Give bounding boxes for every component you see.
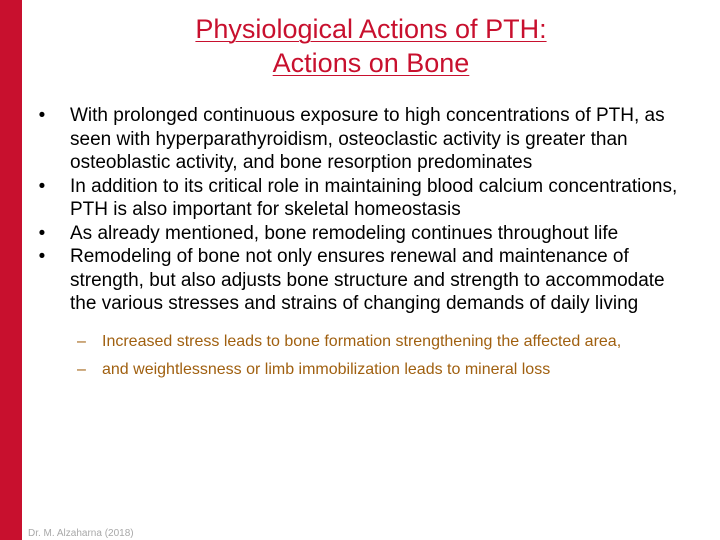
bullet-item: [22, 222, 682, 246]
footer-credit: Dr. M. Alzaharna (2018): [28, 528, 134, 539]
title-line-1: Physiological Actions of PTH:: [195, 14, 547, 44]
bullet-dot-icon: •: [38, 246, 46, 267]
bullet-item: [22, 245, 682, 316]
sub-bullet-item: [22, 332, 682, 352]
sub-bullet-list: [22, 332, 682, 380]
slide-title: [22, 12, 720, 80]
bullet-item: [22, 175, 682, 222]
title-line-2: Actions on Bone: [272, 48, 470, 78]
bullet-text: As already mentioned, bone remodeling continues throughout life: [70, 222, 619, 244]
dash-icon: –: [77, 332, 86, 350]
bullet-text: Remodeling of bone not only ensures renewal and maintenance of strength, but also adjusts bone structure and strength to accommodate the various stresses and strains of changing demands of daily living: [70, 246, 665, 314]
dash-icon: –: [77, 360, 86, 378]
sub-bullet-text: and weightlessness or limb immobilization leads to mineral loss: [102, 360, 551, 378]
bullet-dot-icon: •: [38, 105, 46, 126]
bullet-item: [22, 104, 682, 175]
sub-bullet-text: Increased stress leads to bone formation strengthening the affected area,: [102, 332, 622, 350]
bullet-text: In addition to its critical role in maintaining blood calcium concentrations, PTH is also important for skeletal homeostasis: [70, 175, 678, 220]
slide-body: [22, 104, 682, 388]
bullet-text: With prolonged continuous exposure to high concentrations of PTH, as seen with hyperparathyroidism, osteoclastic activity is greater than osteoblastic activity, and bone resorption predominates: [70, 105, 665, 173]
bullet-dot-icon: •: [38, 222, 46, 244]
bullet-dot-icon: •: [38, 175, 46, 197]
slide: [22, 0, 720, 540]
sub-bullet-item: [22, 360, 682, 380]
